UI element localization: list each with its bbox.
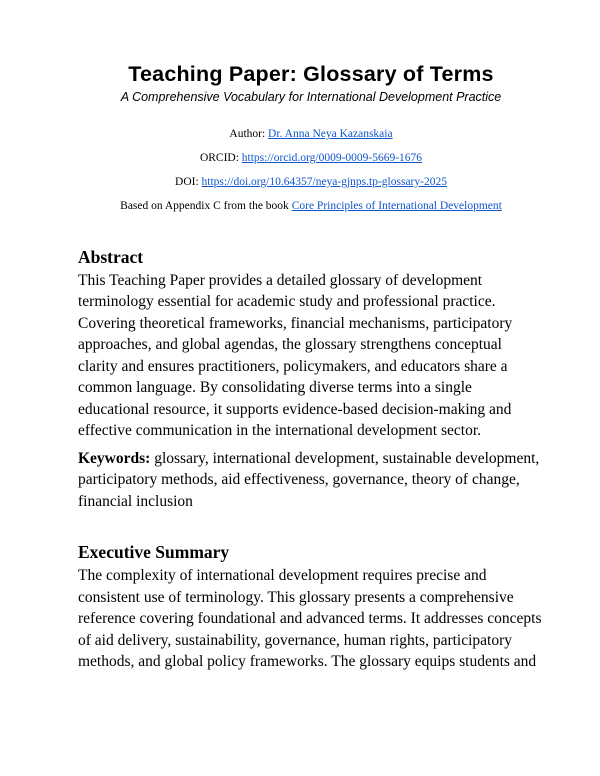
executive-summary-heading: Executive Summary xyxy=(78,542,230,563)
author-line xyxy=(78,127,544,141)
orcid-label: ORCID: xyxy=(199,151,242,164)
source-line xyxy=(78,199,544,213)
abstract-heading: Abstract xyxy=(78,246,144,267)
abstract-section xyxy=(78,247,544,513)
orcid-link[interactable]: https://orcid.org/0009-0009-5669-1676 xyxy=(241,151,423,164)
author-label: Author: xyxy=(229,127,269,140)
abstract-body: This Teaching Paper provides a detailed glossary of development terminology essential for academic study and professional practice. Covering theoretical frameworks, financial mechanisms, participatory approaches, and global agendas, the glossary strengthens conceptual clarity and ensures practitioners, policymakers, and educators share a common language. By consolidating diverse terms into a single educational resource, it supports evidence-based decision-making and effective communication in the international development sector. xyxy=(78,271,513,440)
paper-subtitle: A Comprehensive Vocabulary for International Development Practice xyxy=(120,89,502,104)
doi-line xyxy=(78,175,544,189)
doi-label: DOI: xyxy=(175,175,202,188)
metadata-block xyxy=(78,127,544,213)
orcid-line xyxy=(78,151,544,165)
keywords-label: Keywords: xyxy=(78,449,151,467)
doi-link[interactable]: https://doi.org/10.64357/neya-gjnps.tp-glossary-2025 xyxy=(201,175,447,188)
executive-summary-section xyxy=(78,542,544,673)
author-link[interactable]: Dr. Anna Neya Kazanskaia xyxy=(268,127,393,140)
keywords-text: glossary, international development, sustainable development, participatory methods, aid effectiveness, governance, theory of change, financial inclusion xyxy=(78,449,540,510)
executive-summary-body: The complexity of international development requires precise and consistent use of terminology. This glossary presents a comprehensive reference covering foundational and advanced terms. It addresses concepts of aid delivery, sustainability, governance, human rights, participatory methods, and global policy frameworks. The glossary equips students and xyxy=(78,567,542,671)
source-label: Based on Appendix C from the book xyxy=(120,199,292,212)
source-book-link[interactable]: Core Principles of International Development xyxy=(291,199,502,212)
keywords-paragraph xyxy=(78,448,544,513)
paper-title: Teaching Paper: Glossary of Terms xyxy=(128,62,494,86)
